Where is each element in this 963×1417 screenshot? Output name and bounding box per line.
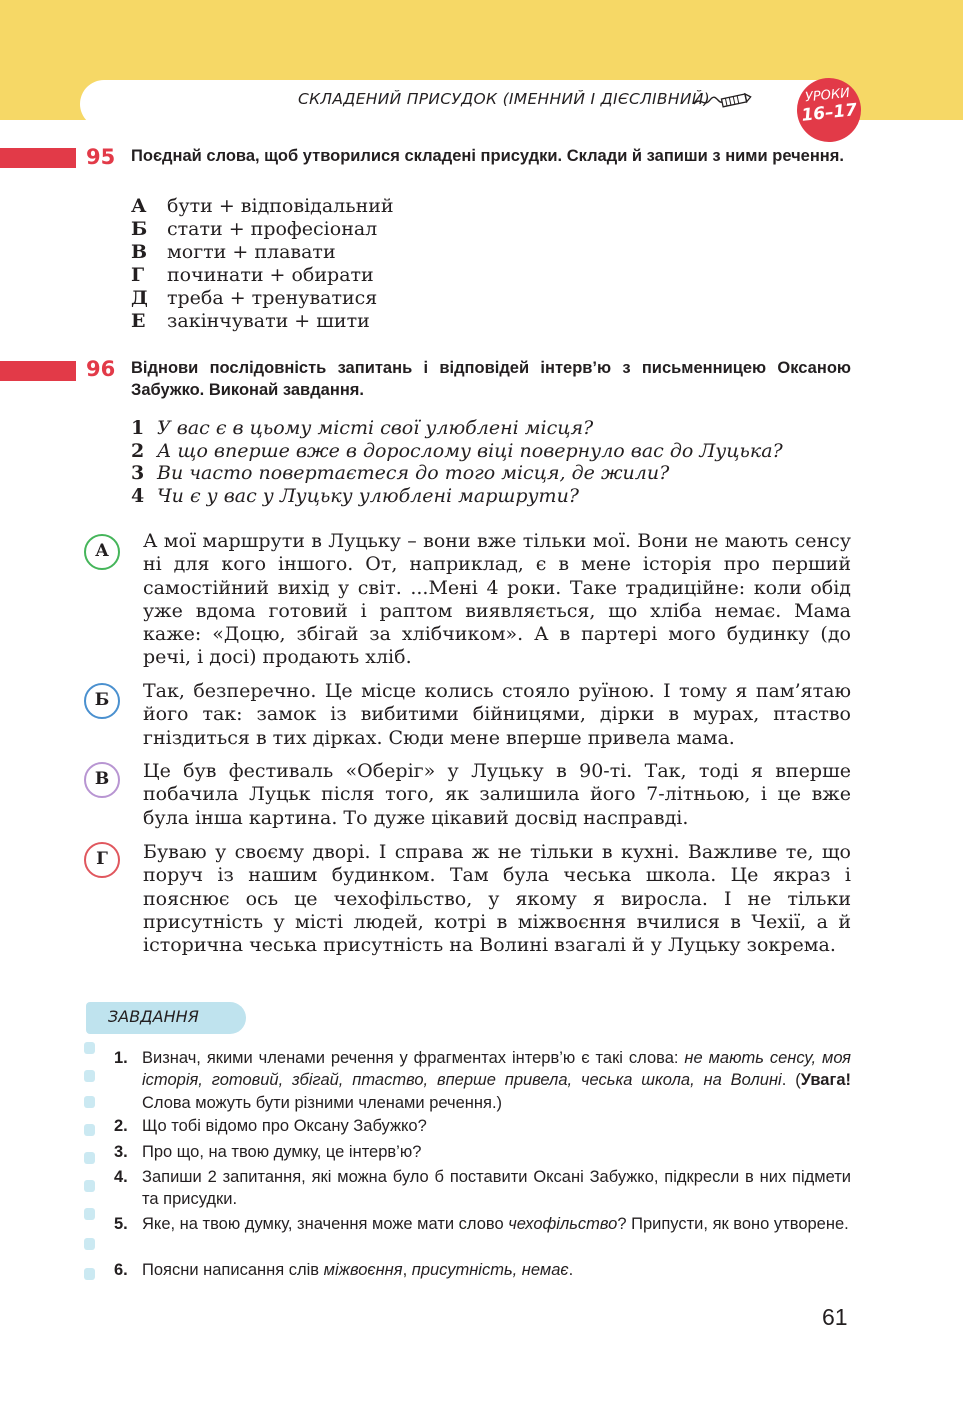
exercise-95-options bbox=[131, 195, 394, 333]
bullet-dot bbox=[84, 1180, 95, 1192]
option-letter: А bbox=[131, 195, 147, 217]
exercise-95-number: 95 bbox=[86, 145, 116, 169]
answer-b-text: Так, безперечно. Це місце колись стояло руїною. І тому я пам’ятаю його так: замок із вибитими бійницями, дірки в мурах, птаство гніздиться в тих дірках. Сюди мене вперше привела мама. bbox=[143, 680, 851, 749]
task-text-bold: Увага! bbox=[800, 1071, 851, 1090]
task-text: Запиши 2 запитання, які можна було б поставити Оксані Забужко, підкресли в них підмети та присудки. bbox=[142, 1168, 851, 1209]
task-number: 4. bbox=[114, 1168, 128, 1186]
task-text-part: . ( bbox=[781, 1071, 801, 1090]
task-number: 2. bbox=[114, 1117, 128, 1135]
answer-a-marker: А bbox=[84, 534, 120, 570]
answer-g-marker: Г bbox=[84, 842, 120, 878]
question-row bbox=[131, 485, 783, 508]
tasks-label: ЗАВДАННЯ bbox=[108, 1007, 199, 1026]
task-text-part: Слова можуть бути різними членами речення.) bbox=[142, 1093, 503, 1112]
question-row bbox=[131, 440, 783, 463]
question-text: Ви часто повертаєтеся до того місця, де жили? bbox=[157, 462, 670, 484]
interview-questions bbox=[131, 417, 783, 507]
option-row bbox=[131, 218, 394, 241]
answer-b-marker: Б bbox=[84, 683, 120, 719]
bullet-dot bbox=[84, 1096, 95, 1108]
tasks-dots bbox=[84, 1040, 98, 1285]
option-letter: Е bbox=[131, 310, 146, 332]
question-number: 3 bbox=[131, 462, 145, 484]
task-text-part: Поясни написання слів bbox=[142, 1261, 324, 1279]
task-text-italic: не мають сенсу, моя історія, готовий, збігай, птаство, вперше привела, чеська школа, на Волині bbox=[142, 1049, 851, 1090]
exercise-95-task: Поєднай слова, щоб утворилися складені присудки. Склади й запиши з ними речення. bbox=[131, 147, 844, 165]
answer-g-text: Буваю у своєму дворі. І справа ж не тільки в кухні. Важливе те, що поруч із нашим будинком. Там була чеська школа. Це якраз і пояснює ось це чехофільство, у якому я виросла. І не тільки присутність у місті людей, котрі в міжвоєння вчилися в Чехії, а й історична чеська присутність на Волині взагалі й у Луцьку зокрема. bbox=[143, 841, 851, 957]
question-row bbox=[131, 417, 783, 440]
bullet-dot bbox=[84, 1208, 95, 1220]
task-text bbox=[142, 1213, 851, 1235]
lesson-badge-numbers: 16–17 bbox=[800, 100, 859, 126]
page-number: 61 bbox=[822, 1304, 848, 1330]
exercise-95-marker bbox=[0, 148, 76, 168]
option-letter: Б bbox=[131, 218, 148, 240]
task-text-part: . bbox=[568, 1261, 574, 1279]
task-text: Про що, на твою думку, це інтерв’ю? bbox=[142, 1143, 422, 1161]
option-text: могти + плавати bbox=[167, 241, 336, 263]
bullet-dot bbox=[84, 1124, 95, 1136]
option-row bbox=[131, 195, 394, 218]
task-text bbox=[142, 1259, 851, 1281]
option-text: треба + тренуватися bbox=[167, 287, 378, 309]
question-number: 1 bbox=[131, 417, 145, 439]
option-text: стати + професіонал bbox=[167, 218, 378, 240]
answer-a-text: А мої маршрути в Луцьку – вони вже тільки мої. Вони не мають сенсу ні для кого іншого. От, наприклад, є в мене історія про перший самостійний вихід у світ. ...Мені 4 роки. Таке традиційне: коли обід уже вдома готовий і раптом виявляється, що хліба немає. Мама каже: «Доцю, збігай за хлібчиком». А в партері мого будинку (до речі, і досі) продають хліб. bbox=[143, 530, 851, 669]
option-row bbox=[131, 241, 394, 264]
pencil-icon bbox=[692, 90, 752, 110]
task-text-part: ? Припусти, як воно утворене. bbox=[617, 1215, 849, 1233]
task-text-italic: міжвоєння bbox=[323, 1261, 403, 1279]
bullet-dot bbox=[84, 1152, 95, 1164]
task-text: Що тобі відомо про Оксану Забужко? bbox=[142, 1117, 427, 1135]
bullet-dot bbox=[84, 1042, 95, 1054]
task-text-part: Визнач, якими членами речення у фрагментах інтерв’ю є такі слова: bbox=[142, 1049, 685, 1067]
option-row bbox=[131, 310, 394, 333]
task-text bbox=[142, 1047, 851, 1114]
task-number: 5. bbox=[114, 1215, 128, 1233]
task-number: 3. bbox=[114, 1143, 128, 1161]
task-text-italic: присутність, немає bbox=[411, 1261, 569, 1279]
option-letter: Д bbox=[131, 287, 148, 309]
exercise-96-marker bbox=[0, 361, 76, 381]
task-number: 1. bbox=[114, 1049, 128, 1067]
section-title: СКЛАДЕНИЙ ПРИСУДОК (ІМЕННИЙ І ДІЄСЛІВНИЙ) bbox=[298, 90, 710, 108]
answer-v-text: Це був фестиваль «Оберіг» у Луцьку в 90-ті. Так, тоді я вперше побачила Луцьк після того, як залишила його 7-літньою, і це вже була інша картина. То дуже цікавий досвід насправді. bbox=[143, 760, 851, 829]
option-row bbox=[131, 264, 394, 287]
answer-v-marker: В bbox=[84, 762, 120, 798]
question-number: 2 bbox=[131, 439, 145, 462]
bullet-dot bbox=[84, 1238, 95, 1250]
bullet-dot bbox=[84, 1268, 95, 1280]
question-text: У вас є в цьому місті свої улюблені місця? bbox=[157, 417, 594, 439]
option-row bbox=[131, 287, 394, 310]
question-text: Чи є у вас у Луцьку улюблені маршрути? bbox=[157, 484, 579, 507]
option-text: починати + обирати bbox=[167, 264, 374, 286]
option-letter: В bbox=[131, 241, 148, 263]
question-number: 4 bbox=[131, 484, 145, 507]
option-text: закінчувати + шити bbox=[167, 310, 370, 332]
exercise-96-number: 96 bbox=[86, 357, 116, 381]
task-text-part: Яке, на твою думку, значення може мати слово bbox=[142, 1215, 509, 1233]
task-number: 6. bbox=[114, 1261, 128, 1279]
question-row bbox=[131, 462, 783, 485]
option-letter: Г bbox=[131, 264, 145, 286]
task-text-italic: чехофільство bbox=[508, 1215, 618, 1233]
task-text-part: , bbox=[402, 1261, 412, 1279]
question-text: А що вперше вже в дорослому віці повернуло вас до Луцька? bbox=[157, 439, 783, 462]
exercise-96-task: Віднови послідовність запитань і відповідей інтерв’ю з письменницею Оксаною Забужко. Виконай завдання. bbox=[131, 359, 851, 399]
lesson-badge-label: УРОКИ bbox=[804, 85, 851, 106]
bullet-dot bbox=[84, 1070, 95, 1082]
option-text: бути + відповідальний bbox=[167, 195, 394, 217]
